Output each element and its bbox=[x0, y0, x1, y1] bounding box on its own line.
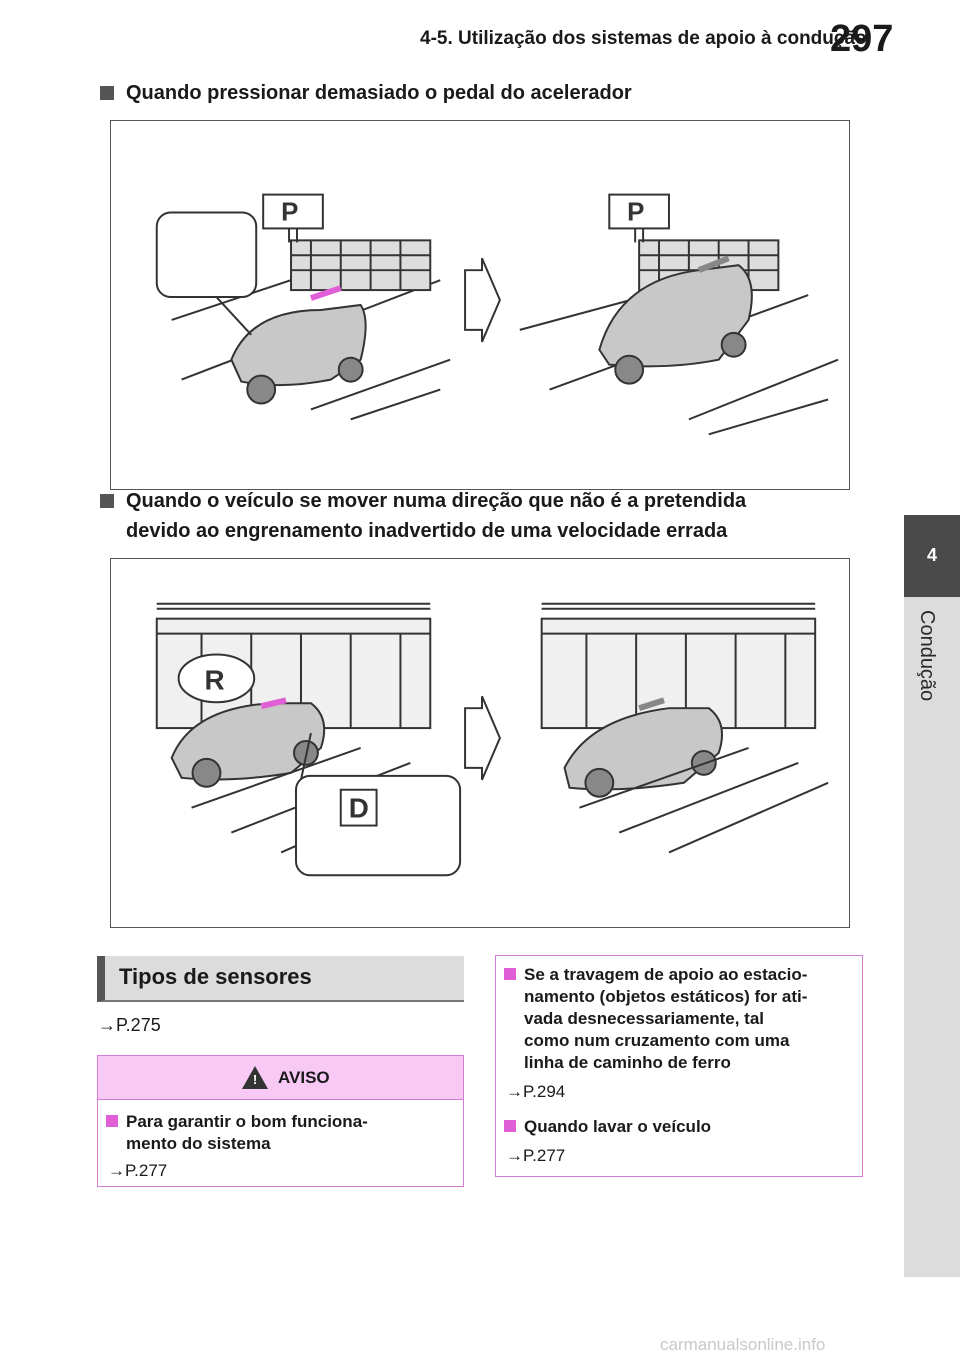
sensor-types-heading bbox=[97, 956, 464, 1002]
chapter-title: 4-5. Utilização dos sistemas de apoio à condução bbox=[420, 28, 867, 49]
section-heading-wrong-gear-line1: Quando o veículo se mover numa direção que não é a pretendida bbox=[126, 490, 747, 512]
warning-title: AVISO bbox=[278, 1068, 330, 1087]
chapter-tab bbox=[904, 515, 960, 597]
page-number: 297 bbox=[830, 18, 894, 60]
note-item-wash bbox=[504, 1117, 711, 1137]
note-item1-line1: Se a travagem de apoio ao estacio- bbox=[524, 965, 808, 984]
section-heading-wrong-gear bbox=[100, 486, 880, 546]
section-heading-pedal-text: Quando pressionar demasiado o pedal do acelerador bbox=[126, 82, 632, 104]
note-item1-line3: vada desnecessariamente, tal bbox=[524, 1009, 765, 1028]
note-item1-line5: linha de caminho de ferro bbox=[524, 1053, 731, 1072]
square-bullet-icon bbox=[100, 494, 114, 508]
warning-item-line1: Para garantir o bom funciona- bbox=[126, 1112, 368, 1131]
illustration-wrong-gear-drawing bbox=[111, 559, 849, 927]
note-item1-line4: como num cruzamento com uma bbox=[524, 1031, 790, 1050]
section-heading-wrong-gear-line2: devido ao engrenamento inadvertido de uma velocidade errada bbox=[126, 520, 728, 542]
note-item1-line2: namento (objetos estáticos) for ati- bbox=[524, 987, 808, 1006]
chapter-tab-label: Condução bbox=[916, 610, 938, 702]
note-item-parking-brake bbox=[504, 964, 854, 1074]
exclamation-icon: ! bbox=[252, 1072, 258, 1087]
square-bullet-icon bbox=[100, 86, 114, 100]
note-item2-text: Quando lavar o veículo bbox=[524, 1117, 712, 1136]
gear-drive-label: D bbox=[348, 792, 369, 824]
sensor-types-ref[interactable]: →P.275 bbox=[98, 1015, 161, 1035]
chapter-tab-number: 4 bbox=[926, 545, 937, 565]
gear-reverse-label: R bbox=[204, 664, 225, 696]
notes-box bbox=[495, 955, 863, 1177]
note-item1-ref[interactable]: →P.294 bbox=[506, 1082, 566, 1101]
pink-square-bullet-icon bbox=[504, 1120, 516, 1132]
illustration-accelerator-drawing bbox=[111, 121, 849, 489]
watermark: carmanualsonline.info bbox=[660, 1335, 826, 1354]
warning-ref[interactable]: →P.277 bbox=[108, 1161, 168, 1180]
pink-square-bullet-icon bbox=[504, 968, 516, 980]
illustration-accelerator bbox=[110, 120, 850, 490]
warning-item-line2: mento do sistema bbox=[126, 1134, 271, 1153]
svg-text:P: P bbox=[627, 198, 645, 227]
sensor-types-title: Tipos de sensores bbox=[119, 964, 312, 989]
section-heading-pedal bbox=[100, 78, 632, 108]
warning-item bbox=[106, 1111, 446, 1155]
pink-square-bullet-icon bbox=[106, 1115, 118, 1127]
note-item2-ref[interactable]: →P.277 bbox=[506, 1146, 566, 1165]
illustration-wrong-gear bbox=[110, 558, 850, 928]
warning-box bbox=[97, 1055, 464, 1187]
svg-text:P: P bbox=[281, 198, 299, 227]
warning-header bbox=[98, 1056, 463, 1100]
